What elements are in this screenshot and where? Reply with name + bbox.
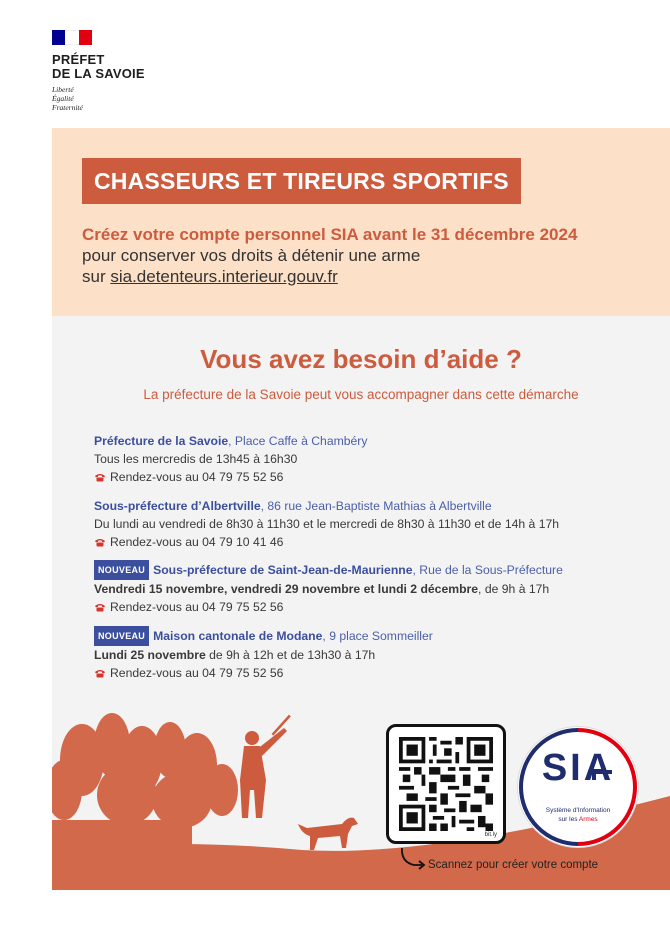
help-subtitle: La préfecture de la Savoie peut vous accompagner dans cette démarche <box>143 387 579 402</box>
qr-code[interactable] <box>386 724 506 844</box>
motto-line-3: Fraternité <box>52 103 83 112</box>
new-badge: NOUVEAU <box>94 626 149 646</box>
prefect-title-line1: PRÉFET <box>52 52 105 67</box>
location-header <box>94 560 654 580</box>
location-address: , 86 rue Jean-Baptiste Mathias à Albertville <box>260 499 492 513</box>
location-hours <box>94 646 654 664</box>
sia-caption-2 <box>518 816 638 823</box>
intro-lead: Créez votre compte personnel SIA avant le 31 décembre 2024 <box>82 225 578 244</box>
location-name: Sous-préfecture d’Albertville <box>94 499 261 513</box>
sia-caption-2-prefix: sur les <box>558 816 579 823</box>
location-header <box>94 626 654 646</box>
location-phone <box>94 468 654 486</box>
location-name: Préfecture de la Savoie <box>94 434 229 448</box>
qr-caption: bit.ly <box>484 832 497 838</box>
motto-line-1: Liberté <box>52 85 74 94</box>
phone-icon <box>94 603 106 612</box>
location-address: , 9 place Sommeiller <box>322 629 433 643</box>
motto <box>52 85 192 112</box>
location-name: Sous-préfecture de Saint-Jean-de-Maurienne <box>153 563 413 577</box>
location-phone-text: Rendez-vous au 04 79 10 41 46 <box>110 535 284 549</box>
location-prefecture <box>94 432 654 486</box>
banner-title-box <box>82 158 521 204</box>
sia-acronym: SIA <box>541 747 615 789</box>
new-badge: NOUVEAU <box>94 560 149 580</box>
location-saint-jean <box>94 560 654 616</box>
phone-icon <box>94 538 106 547</box>
location-hours-rest: de 9h à 12h et de 13h30 à 17h <box>205 648 376 662</box>
location-header <box>94 432 654 450</box>
qr-code-pattern-icon <box>399 737 493 831</box>
location-phone-text: Rendez-vous au 04 79 75 52 56 <box>110 666 284 680</box>
location-hours-rest: , de 9h à 17h <box>478 582 550 596</box>
location-hours: Du lundi au vendredi de 8h30 à 11h30 et le mercredi de 8h30 à 11h30 et de 14h à 17h <box>94 517 560 531</box>
location-phone <box>94 533 654 551</box>
scan-instruction: Scannez pour créer votre compte <box>428 859 599 871</box>
intro-line2: pour conserver vos droits à détenir une arme <box>82 246 421 265</box>
sia-caption-2-red: Armes <box>578 816 598 823</box>
location-name: Maison cantonale de Modane <box>153 629 323 643</box>
location-hours <box>94 580 654 598</box>
intro-banner <box>52 128 670 316</box>
intro-text <box>82 224 642 287</box>
location-address: , Place Caffe à Chambéry <box>228 434 368 448</box>
location-albertville <box>94 497 654 551</box>
sia-logo <box>518 727 638 847</box>
location-phone <box>94 664 654 682</box>
banner-title: CHASSEURS ET TIREURS SPORTIFS <box>94 167 509 194</box>
location-hours: Tous les mercredis de 13h45 à 16h30 <box>94 452 298 466</box>
location-phone-text: Rendez-vous au 04 79 75 52 56 <box>110 600 284 614</box>
government-logo <box>52 30 192 112</box>
marianne-flag-icon <box>52 30 92 45</box>
motto-line-2: Égalité <box>52 94 74 103</box>
location-hours-bold: Lundi 25 novembre <box>94 648 206 662</box>
phone-icon <box>94 669 106 678</box>
sia-caption-1: Système d'Information <box>545 807 611 814</box>
location-header <box>94 497 654 515</box>
prefect-title-line2: DE LA SAVOIE <box>52 66 145 81</box>
location-hours-bold: Vendredi 15 novembre, vendredi 29 novembre et lundi 2 décembre <box>94 582 479 596</box>
location-phone-text: Rendez-vous au 04 79 75 52 56 <box>110 470 284 484</box>
curved-arrow-icon <box>398 848 428 874</box>
location-phone <box>94 598 654 616</box>
location-address: , Rue de la Sous-Préfecture <box>412 563 563 577</box>
intro-line3-prefix: sur <box>82 267 111 286</box>
location-modane <box>94 626 654 682</box>
sia-website-link[interactable]: sia.detenteurs.interieur.gouv.fr <box>110 267 338 286</box>
phone-icon <box>94 473 106 482</box>
help-title: Vous avez besoin d’aide ? <box>200 344 522 374</box>
